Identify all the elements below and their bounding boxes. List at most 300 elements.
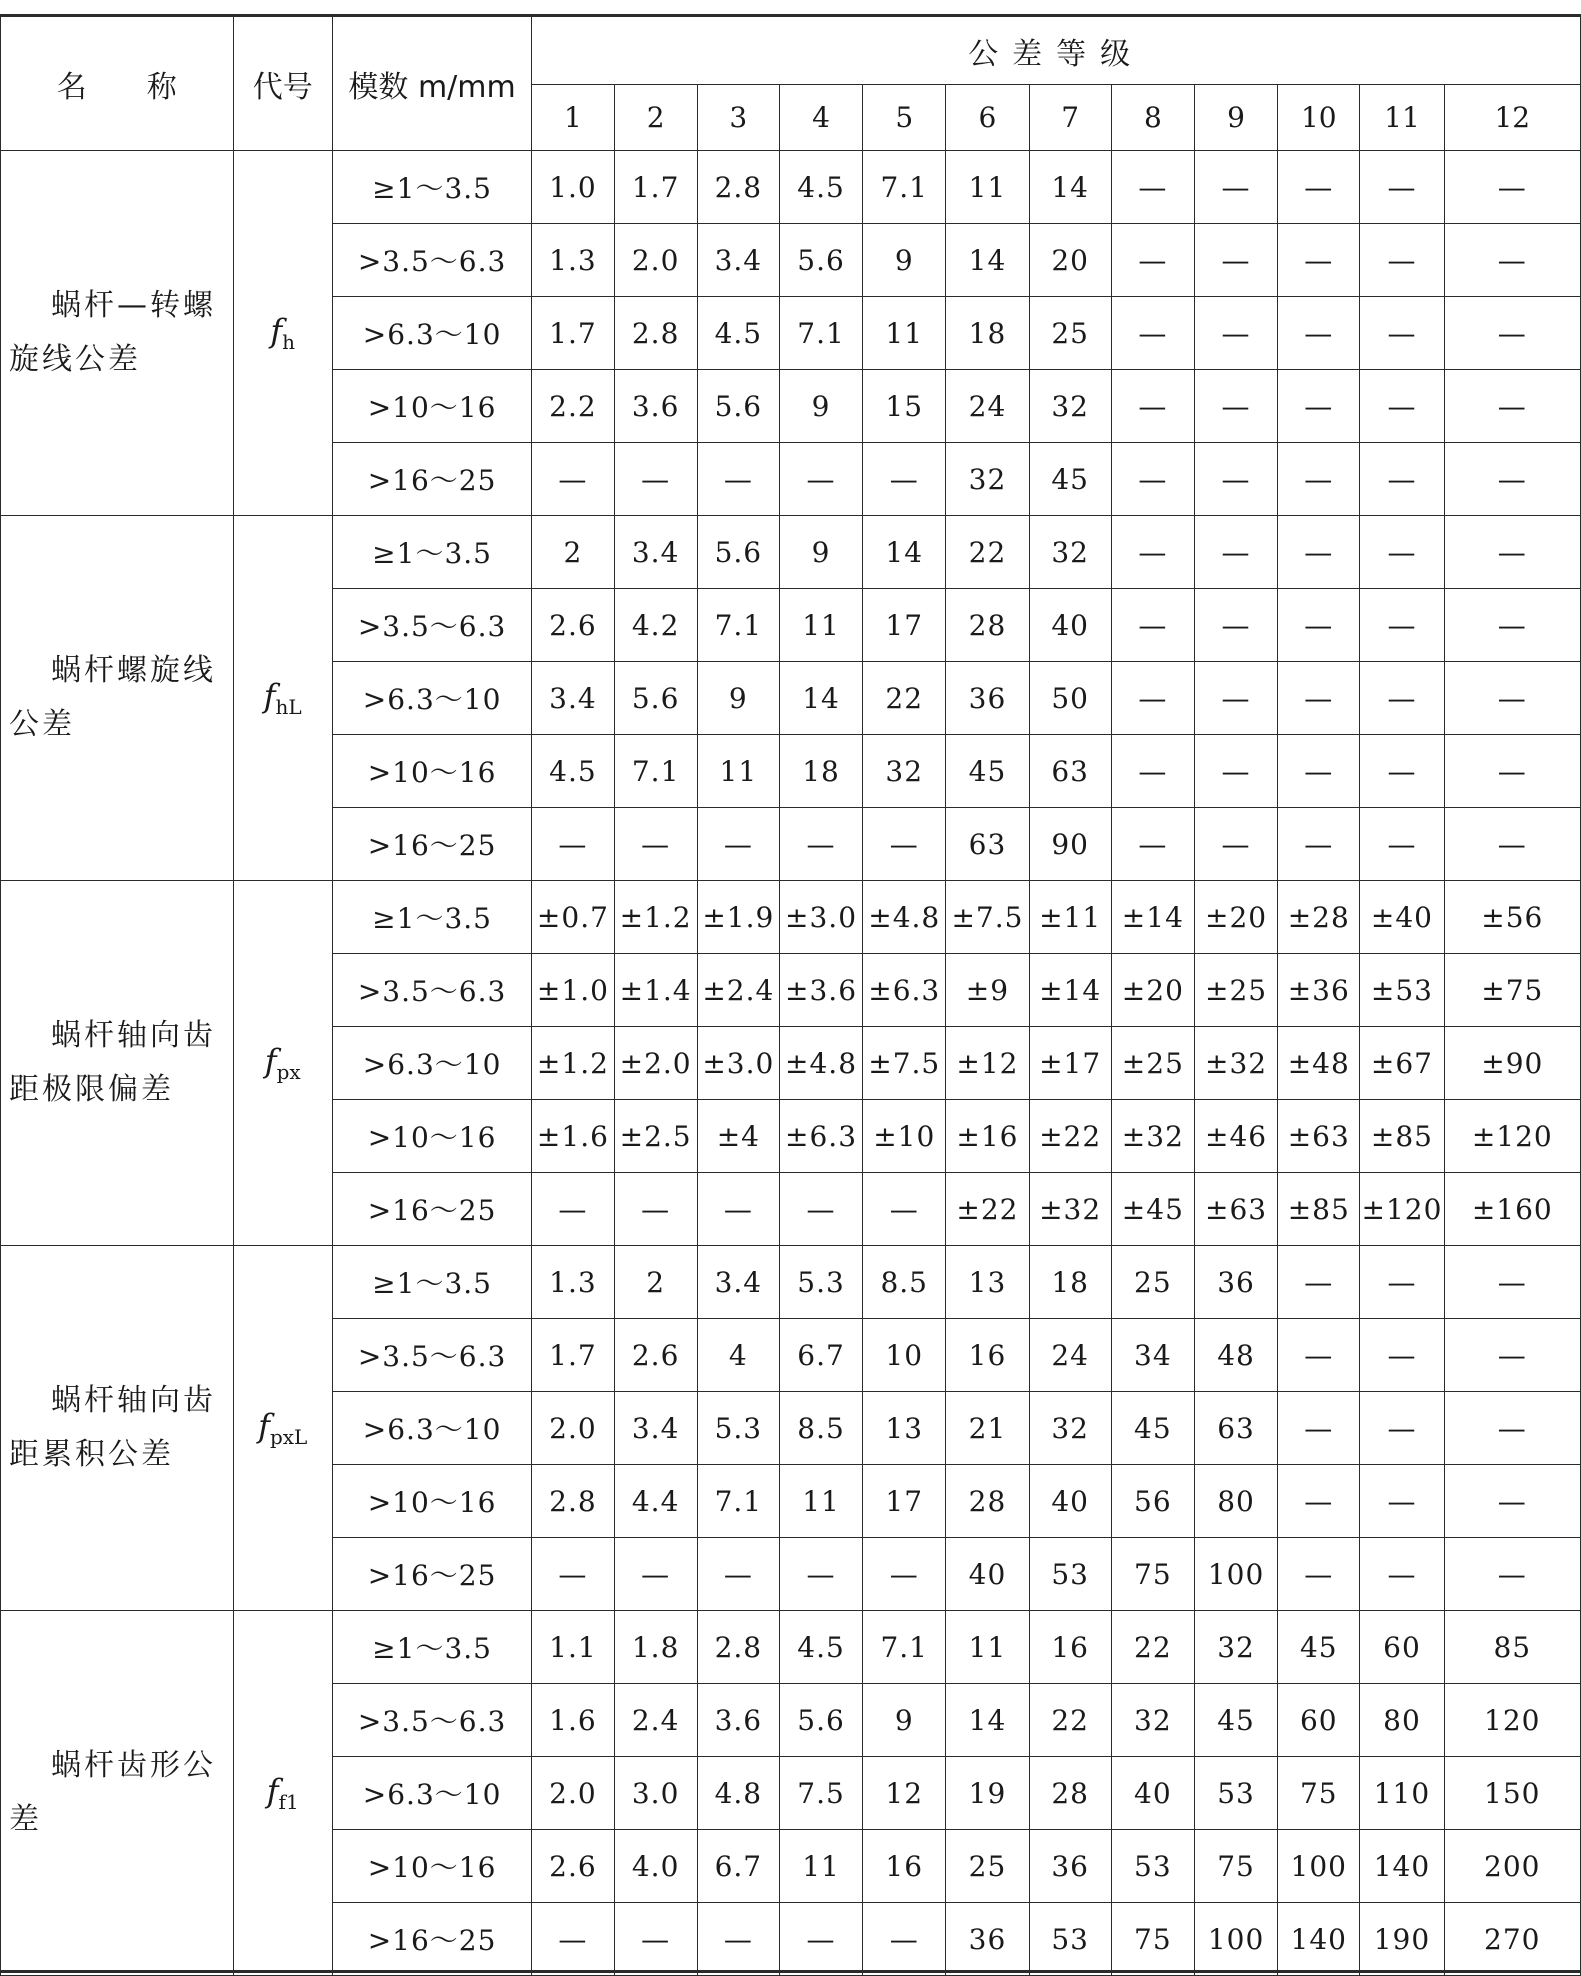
tolerance-value: 60 xyxy=(1360,1611,1444,1684)
group-name-line: 公差 xyxy=(9,707,75,742)
tolerance-value: — xyxy=(697,1903,779,1976)
tolerance-value: 5.6 xyxy=(614,662,697,735)
tolerance-value: 18 xyxy=(946,297,1029,370)
tolerance-value: 12 xyxy=(863,1757,946,1830)
tolerance-value: 36 xyxy=(1029,1830,1111,1903)
tolerance-value: — xyxy=(1360,443,1444,516)
tolerance-value: — xyxy=(1444,151,1580,224)
tolerance-value: — xyxy=(1278,735,1360,808)
tolerance-value: 1.7 xyxy=(532,297,614,370)
tolerance-value: 3.4 xyxy=(697,1246,779,1319)
tolerance-value: 5.6 xyxy=(779,1684,862,1757)
tolerance-value: 2.8 xyxy=(532,1465,614,1538)
tolerance-value: 25 xyxy=(1111,1246,1194,1319)
tolerance-value: — xyxy=(1360,589,1444,662)
tolerance-value: — xyxy=(1111,370,1194,443)
tolerance-value: 32 xyxy=(1194,1611,1277,1684)
grade-header-9: 9 xyxy=(1194,85,1277,151)
tolerance-value: — xyxy=(697,443,779,516)
tolerance-value: 80 xyxy=(1194,1465,1277,1538)
tolerance-value: ±17 xyxy=(1029,1027,1111,1100)
tolerance-value: 16 xyxy=(946,1319,1029,1392)
tolerance-value: ±2.0 xyxy=(614,1027,697,1100)
tolerance-value: 7.1 xyxy=(863,1611,946,1684)
tolerance-value: 2.8 xyxy=(614,297,697,370)
modulus-range: >6.3～10 xyxy=(332,1392,532,1465)
tolerance-value: ±1.9 xyxy=(697,881,779,954)
tolerance-value: 5.6 xyxy=(697,516,779,589)
tolerance-value: 5.6 xyxy=(697,370,779,443)
tolerance-value: — xyxy=(1444,297,1580,370)
tolerance-value: 7.1 xyxy=(697,1465,779,1538)
tolerance-value: 40 xyxy=(1029,1465,1111,1538)
tolerance-value: — xyxy=(1444,224,1580,297)
tolerance-value: — xyxy=(1360,370,1444,443)
tolerance-value: — xyxy=(1444,735,1580,808)
table-row xyxy=(1,881,1581,954)
tolerance-value: ±46 xyxy=(1194,1100,1277,1173)
tolerance-value: 17 xyxy=(863,589,946,662)
tolerance-value: — xyxy=(1360,735,1444,808)
tolerance-value: — xyxy=(1444,589,1580,662)
tolerance-value: ±32 xyxy=(1194,1027,1277,1100)
tolerance-value: ±3.0 xyxy=(779,881,862,954)
group-code xyxy=(233,516,332,881)
tolerance-value: 28 xyxy=(946,589,1029,662)
tolerance-value: 32 xyxy=(863,735,946,808)
tolerance-value: 2.8 xyxy=(697,1611,779,1684)
code-symbol: f xyxy=(264,1042,277,1080)
tolerance-value: 11 xyxy=(863,297,946,370)
modulus-range: >16～25 xyxy=(332,1538,532,1611)
tolerance-value: 200 xyxy=(1444,1830,1580,1903)
tolerance-value: ±14 xyxy=(1029,954,1111,1027)
tolerance-value: — xyxy=(1360,1538,1444,1611)
tolerance-value: — xyxy=(1194,735,1277,808)
tolerance-value: — xyxy=(697,1173,779,1246)
tolerance-value: — xyxy=(1360,1392,1444,1465)
code-subscript: px xyxy=(276,1060,301,1084)
group-name xyxy=(1,1246,234,1611)
tolerance-value: — xyxy=(1444,808,1580,881)
tolerance-value: 28 xyxy=(1029,1757,1111,1830)
tolerance-value: ±10 xyxy=(863,1100,946,1173)
grade-header-4: 4 xyxy=(779,85,862,151)
tolerance-value: ±2.5 xyxy=(614,1100,697,1173)
tolerance-value: — xyxy=(863,1903,946,1976)
grade-header-2: 2 xyxy=(614,85,697,151)
code-subscript: h xyxy=(282,330,296,354)
tolerance-value: — xyxy=(1194,808,1277,881)
tolerance-value: — xyxy=(532,1538,614,1611)
tolerance-value: 11 xyxy=(697,735,779,808)
tolerance-value: 7.1 xyxy=(697,589,779,662)
group-name xyxy=(1,1611,234,1976)
tolerance-value: 14 xyxy=(946,224,1029,297)
tolerance-value: 2.2 xyxy=(532,370,614,443)
group-code xyxy=(233,1246,332,1611)
modulus-range: >6.3～10 xyxy=(332,662,532,735)
tolerance-value: — xyxy=(1278,589,1360,662)
tolerance-value: ±48 xyxy=(1278,1027,1360,1100)
tolerance-value: — xyxy=(1360,1246,1444,1319)
tolerance-value: 11 xyxy=(779,589,862,662)
tolerance-value: — xyxy=(1111,516,1194,589)
tolerance-value: 24 xyxy=(946,370,1029,443)
tolerance-value: 14 xyxy=(863,516,946,589)
tolerance-value: ±120 xyxy=(1444,1100,1580,1173)
tolerance-value: 45 xyxy=(946,735,1029,808)
tolerance-value: ±63 xyxy=(1278,1100,1360,1173)
tolerance-value: 14 xyxy=(1029,151,1111,224)
tolerance-value: 7.1 xyxy=(614,735,697,808)
tolerance-value: ±11 xyxy=(1029,881,1111,954)
tolerance-value: 4.5 xyxy=(532,735,614,808)
tolerance-value: ±36 xyxy=(1278,954,1360,1027)
tolerance-value: 63 xyxy=(1029,735,1111,808)
tolerance-value: 4.4 xyxy=(614,1465,697,1538)
modulus-range: ≥1～3.5 xyxy=(332,516,532,589)
tolerance-value: 22 xyxy=(946,516,1029,589)
tolerance-value: 75 xyxy=(1278,1757,1360,1830)
group-code xyxy=(233,881,332,1246)
tolerance-value: — xyxy=(1111,662,1194,735)
grade-header-6: 6 xyxy=(946,85,1029,151)
tolerance-value: 45 xyxy=(1029,443,1111,516)
tolerance-value: 4.8 xyxy=(697,1757,779,1830)
modulus-range: >10～16 xyxy=(332,370,532,443)
modulus-range: >3.5～6.3 xyxy=(332,1684,532,1757)
group-name-line: 旋线公差 xyxy=(9,342,141,377)
tolerance-value: 22 xyxy=(863,662,946,735)
tolerance-value: 25 xyxy=(946,1830,1029,1903)
group-name-line: 蜗杆轴向齿 xyxy=(51,1383,216,1418)
tolerance-value: 14 xyxy=(946,1684,1029,1757)
tolerance-value: 190 xyxy=(1360,1903,1444,1976)
tolerance-value: 75 xyxy=(1194,1830,1277,1903)
tolerance-value: — xyxy=(532,1903,614,1976)
tolerance-value: 32 xyxy=(1029,1392,1111,1465)
tolerance-value: — xyxy=(1444,1465,1580,1538)
tolerance-value: 7.1 xyxy=(779,297,862,370)
tolerance-value: ±45 xyxy=(1111,1173,1194,1246)
tolerance-value: 8.5 xyxy=(779,1392,862,1465)
tolerance-value: — xyxy=(1444,1319,1580,1392)
tolerance-value: — xyxy=(1278,1319,1360,1392)
table-row xyxy=(1,1611,1581,1684)
tolerance-value: 34 xyxy=(1111,1319,1194,1392)
group-name-line: 距极限偏差 xyxy=(9,1072,174,1107)
tolerance-value: 60 xyxy=(1278,1684,1360,1757)
tolerance-value: — xyxy=(1278,1392,1360,1465)
tolerance-value: ±4.8 xyxy=(779,1027,862,1100)
tolerance-value: 6.7 xyxy=(779,1319,862,1392)
tolerance-value: — xyxy=(1278,370,1360,443)
modulus-range: >16～25 xyxy=(332,443,532,516)
tolerance-value: — xyxy=(1360,224,1444,297)
tolerance-value: 48 xyxy=(1194,1319,1277,1392)
tolerance-value: 1.7 xyxy=(614,151,697,224)
tolerance-value: — xyxy=(1278,224,1360,297)
tolerance-value: 7.5 xyxy=(779,1757,862,1830)
tolerance-value: 100 xyxy=(1278,1830,1360,1903)
tolerance-value: — xyxy=(1278,443,1360,516)
tolerance-value: ±22 xyxy=(946,1173,1029,1246)
tolerance-value: 100 xyxy=(1194,1903,1277,1976)
tolerance-value: 18 xyxy=(1029,1246,1111,1319)
tolerance-value: 56 xyxy=(1111,1465,1194,1538)
tolerance-value: ±3.6 xyxy=(779,954,862,1027)
tolerance-value: — xyxy=(1360,662,1444,735)
tolerance-value: — xyxy=(863,1173,946,1246)
tolerance-value: 2.0 xyxy=(532,1757,614,1830)
modulus-range: >6.3～10 xyxy=(332,1027,532,1100)
tolerance-value: — xyxy=(1360,297,1444,370)
tolerance-value: — xyxy=(614,808,697,881)
tolerance-value: 3.4 xyxy=(614,1392,697,1465)
grade-header-7: 7 xyxy=(1029,85,1111,151)
tolerance-value: 90 xyxy=(1029,808,1111,881)
tolerance-value: ±20 xyxy=(1194,881,1277,954)
tolerance-value: ±53 xyxy=(1360,954,1444,1027)
tolerance-value: — xyxy=(1360,1319,1444,1392)
code-symbol: f xyxy=(258,1407,270,1445)
tolerance-value: 14 xyxy=(779,662,862,735)
group-code xyxy=(233,151,332,516)
tolerance-value: ±67 xyxy=(1360,1027,1444,1100)
tolerance-value: — xyxy=(614,1903,697,1976)
tolerance-value: 80 xyxy=(1360,1684,1444,1757)
tolerance-value: 22 xyxy=(1029,1684,1111,1757)
tolerance-value: 270 xyxy=(1444,1903,1580,1976)
tolerance-value: 2.6 xyxy=(614,1319,697,1392)
tolerance-value: ±25 xyxy=(1194,954,1277,1027)
tolerance-value: — xyxy=(1360,151,1444,224)
tolerance-value: 40 xyxy=(1111,1757,1194,1830)
grade-header-1: 1 xyxy=(532,85,614,151)
tolerance-value: 75 xyxy=(1111,1538,1194,1611)
group-name xyxy=(1,516,234,881)
tolerance-value: ±6.3 xyxy=(863,954,946,1027)
tolerance-value: 8.5 xyxy=(863,1246,946,1319)
group-name-line: 蜗杆齿形公 xyxy=(51,1748,216,1783)
tolerance-value: 28 xyxy=(946,1465,1029,1538)
tolerance-value: 1.1 xyxy=(532,1611,614,1684)
tolerance-value: — xyxy=(1111,224,1194,297)
code-subscript: hL xyxy=(275,695,302,719)
tolerance-value: 3.4 xyxy=(697,224,779,297)
tolerance-value: 5.3 xyxy=(697,1392,779,1465)
tolerance-value: 1.7 xyxy=(532,1319,614,1392)
tolerance-value: 140 xyxy=(1278,1903,1360,1976)
tolerance-value: — xyxy=(1194,443,1277,516)
modulus-range: ≥1～3.5 xyxy=(332,1246,532,1319)
header-modulus: 模数 m/mm xyxy=(332,17,532,151)
tolerance-value: — xyxy=(1194,516,1277,589)
tolerance-value: 85 xyxy=(1444,1611,1580,1684)
tolerance-value: 140 xyxy=(1360,1830,1444,1903)
tolerance-value: 15 xyxy=(863,370,946,443)
table-body xyxy=(1,151,1581,1976)
code-symbol: f xyxy=(266,1772,279,1810)
header-row-top xyxy=(1,17,1581,85)
tolerance-value: ±1.2 xyxy=(614,881,697,954)
tolerance-value: 5.3 xyxy=(779,1246,862,1319)
grade-header-11: 11 xyxy=(1360,85,1444,151)
tolerance-value: ±7.5 xyxy=(946,881,1029,954)
modulus-range: ≥1～3.5 xyxy=(332,151,532,224)
tolerance-value: — xyxy=(697,1538,779,1611)
tolerance-value: 32 xyxy=(1111,1684,1194,1757)
tolerance-value: — xyxy=(1194,662,1277,735)
tolerance-value: — xyxy=(1444,662,1580,735)
tolerance-value: 11 xyxy=(946,1611,1029,1684)
tolerance-value: — xyxy=(614,1173,697,1246)
tolerance-value: 2 xyxy=(614,1246,697,1319)
group-name-line: 蜗杆螺旋线 xyxy=(51,653,216,688)
tolerance-value: 22 xyxy=(1111,1611,1194,1684)
group-code xyxy=(233,1611,332,1976)
tolerance-value: — xyxy=(1278,662,1360,735)
tolerance-value: 150 xyxy=(1444,1757,1580,1830)
tolerance-value: 1.6 xyxy=(532,1684,614,1757)
tolerance-value: — xyxy=(1111,443,1194,516)
tolerance-value: 53 xyxy=(1029,1903,1111,1976)
tolerance-value: 32 xyxy=(1029,516,1111,589)
tolerance-value: 3.4 xyxy=(614,516,697,589)
tolerance-value: 3.0 xyxy=(614,1757,697,1830)
tolerance-value: ±28 xyxy=(1278,881,1360,954)
tolerance-value: 36 xyxy=(946,662,1029,735)
tolerance-value: 11 xyxy=(946,151,1029,224)
tolerance-value: 4.0 xyxy=(614,1830,697,1903)
group-name xyxy=(1,151,234,516)
tolerance-value: 21 xyxy=(946,1392,1029,1465)
tolerance-value: 9 xyxy=(779,516,862,589)
tolerance-value: — xyxy=(1444,516,1580,589)
tolerance-value: — xyxy=(1360,1465,1444,1538)
tolerance-value: — xyxy=(1278,1538,1360,1611)
tolerance-value: ±14 xyxy=(1111,881,1194,954)
tolerance-value: 16 xyxy=(863,1830,946,1903)
tolerance-value: ±85 xyxy=(1360,1100,1444,1173)
group-name xyxy=(1,881,234,1246)
tolerance-value: — xyxy=(1111,589,1194,662)
tolerance-value: 36 xyxy=(946,1903,1029,1976)
tolerance-value: 11 xyxy=(779,1465,862,1538)
header-name: 名 称 xyxy=(1,17,234,151)
modulus-range: >6.3～10 xyxy=(332,1757,532,1830)
tolerance-value: — xyxy=(1194,589,1277,662)
tolerance-value: 4 xyxy=(697,1319,779,1392)
tolerance-value: — xyxy=(1444,443,1580,516)
tolerance-value: — xyxy=(1278,151,1360,224)
tolerance-value: ±56 xyxy=(1444,881,1580,954)
tolerance-value: 53 xyxy=(1029,1538,1111,1611)
tolerance-value: 75 xyxy=(1111,1903,1194,1976)
grade-header-5: 5 xyxy=(863,85,946,151)
modulus-range: >3.5～6.3 xyxy=(332,224,532,297)
tolerance-value: 110 xyxy=(1360,1757,1444,1830)
group-name-line: 距累积公差 xyxy=(9,1437,174,1472)
tolerance-value: — xyxy=(1194,224,1277,297)
modulus-range: >10～16 xyxy=(332,1830,532,1903)
tolerance-value: 2.4 xyxy=(614,1684,697,1757)
tolerance-value: — xyxy=(779,1538,862,1611)
table-row xyxy=(1,516,1581,589)
tolerance-value: — xyxy=(863,443,946,516)
tolerance-value: 2 xyxy=(532,516,614,589)
tolerance-value: 3.6 xyxy=(614,370,697,443)
tolerance-value: 45 xyxy=(1194,1684,1277,1757)
tolerance-value: 32 xyxy=(1029,370,1111,443)
tolerance-value: 40 xyxy=(1029,589,1111,662)
code-subscript: f1 xyxy=(278,1790,299,1814)
tolerance-value: 63 xyxy=(1194,1392,1277,1465)
tolerance-value: — xyxy=(1360,516,1444,589)
tolerance-value: 53 xyxy=(1194,1757,1277,1830)
code-symbol: f xyxy=(270,312,283,350)
header-code: 代号 xyxy=(233,17,332,151)
tolerance-value: 17 xyxy=(863,1465,946,1538)
tolerance-value: 20 xyxy=(1029,224,1111,297)
tolerance-value: ±1.4 xyxy=(614,954,697,1027)
tolerance-value: 32 xyxy=(946,443,1029,516)
modulus-range: >3.5～6.3 xyxy=(332,1319,532,1392)
table-row xyxy=(1,151,1581,224)
modulus-range: >16～25 xyxy=(332,1173,532,1246)
tolerance-value: ±85 xyxy=(1278,1173,1360,1246)
tolerance-value: ±1.0 xyxy=(532,954,614,1027)
code-subscript: pxL xyxy=(269,1425,308,1449)
group-name-line: 蜗杆—转螺 xyxy=(51,288,216,323)
tolerance-value: ±40 xyxy=(1360,881,1444,954)
tolerance-value: 36 xyxy=(1194,1246,1277,1319)
tolerance-value: — xyxy=(697,808,779,881)
tolerance-value: — xyxy=(1111,297,1194,370)
tolerance-value: 2.0 xyxy=(614,224,697,297)
tolerance-value: 6.7 xyxy=(697,1830,779,1903)
tolerance-value: 10 xyxy=(863,1319,946,1392)
tolerance-value: ±3.0 xyxy=(697,1027,779,1100)
tolerance-value: 24 xyxy=(1029,1319,1111,1392)
tolerance-value: 40 xyxy=(946,1538,1029,1611)
tolerance-value: 1.8 xyxy=(614,1611,697,1684)
modulus-range: >10～16 xyxy=(332,735,532,808)
tolerance-value: 13 xyxy=(863,1392,946,1465)
tolerance-value: — xyxy=(1444,1246,1580,1319)
tolerance-value: ±16 xyxy=(946,1100,1029,1173)
tolerance-value: 50 xyxy=(1029,662,1111,735)
table-row xyxy=(1,1246,1581,1319)
tolerance-value: — xyxy=(1111,151,1194,224)
tolerance-value: ±20 xyxy=(1111,954,1194,1027)
modulus-range: >16～25 xyxy=(332,808,532,881)
tolerance-value: 9 xyxy=(697,662,779,735)
tolerance-value: 63 xyxy=(946,808,1029,881)
header-grade: 公差等级 xyxy=(532,17,1581,85)
tolerance-value: 1.3 xyxy=(532,1246,614,1319)
tolerance-value: — xyxy=(863,1538,946,1611)
tolerance-value: — xyxy=(779,443,862,516)
tolerance-value: 45 xyxy=(1278,1611,1360,1684)
tolerance-value: ±0.7 xyxy=(532,881,614,954)
tolerance-value: — xyxy=(779,808,862,881)
tolerance-value: 2.6 xyxy=(532,1830,614,1903)
tolerance-value: — xyxy=(1194,297,1277,370)
tolerance-value: 25 xyxy=(1029,297,1111,370)
tolerance-value: 3.4 xyxy=(532,662,614,735)
